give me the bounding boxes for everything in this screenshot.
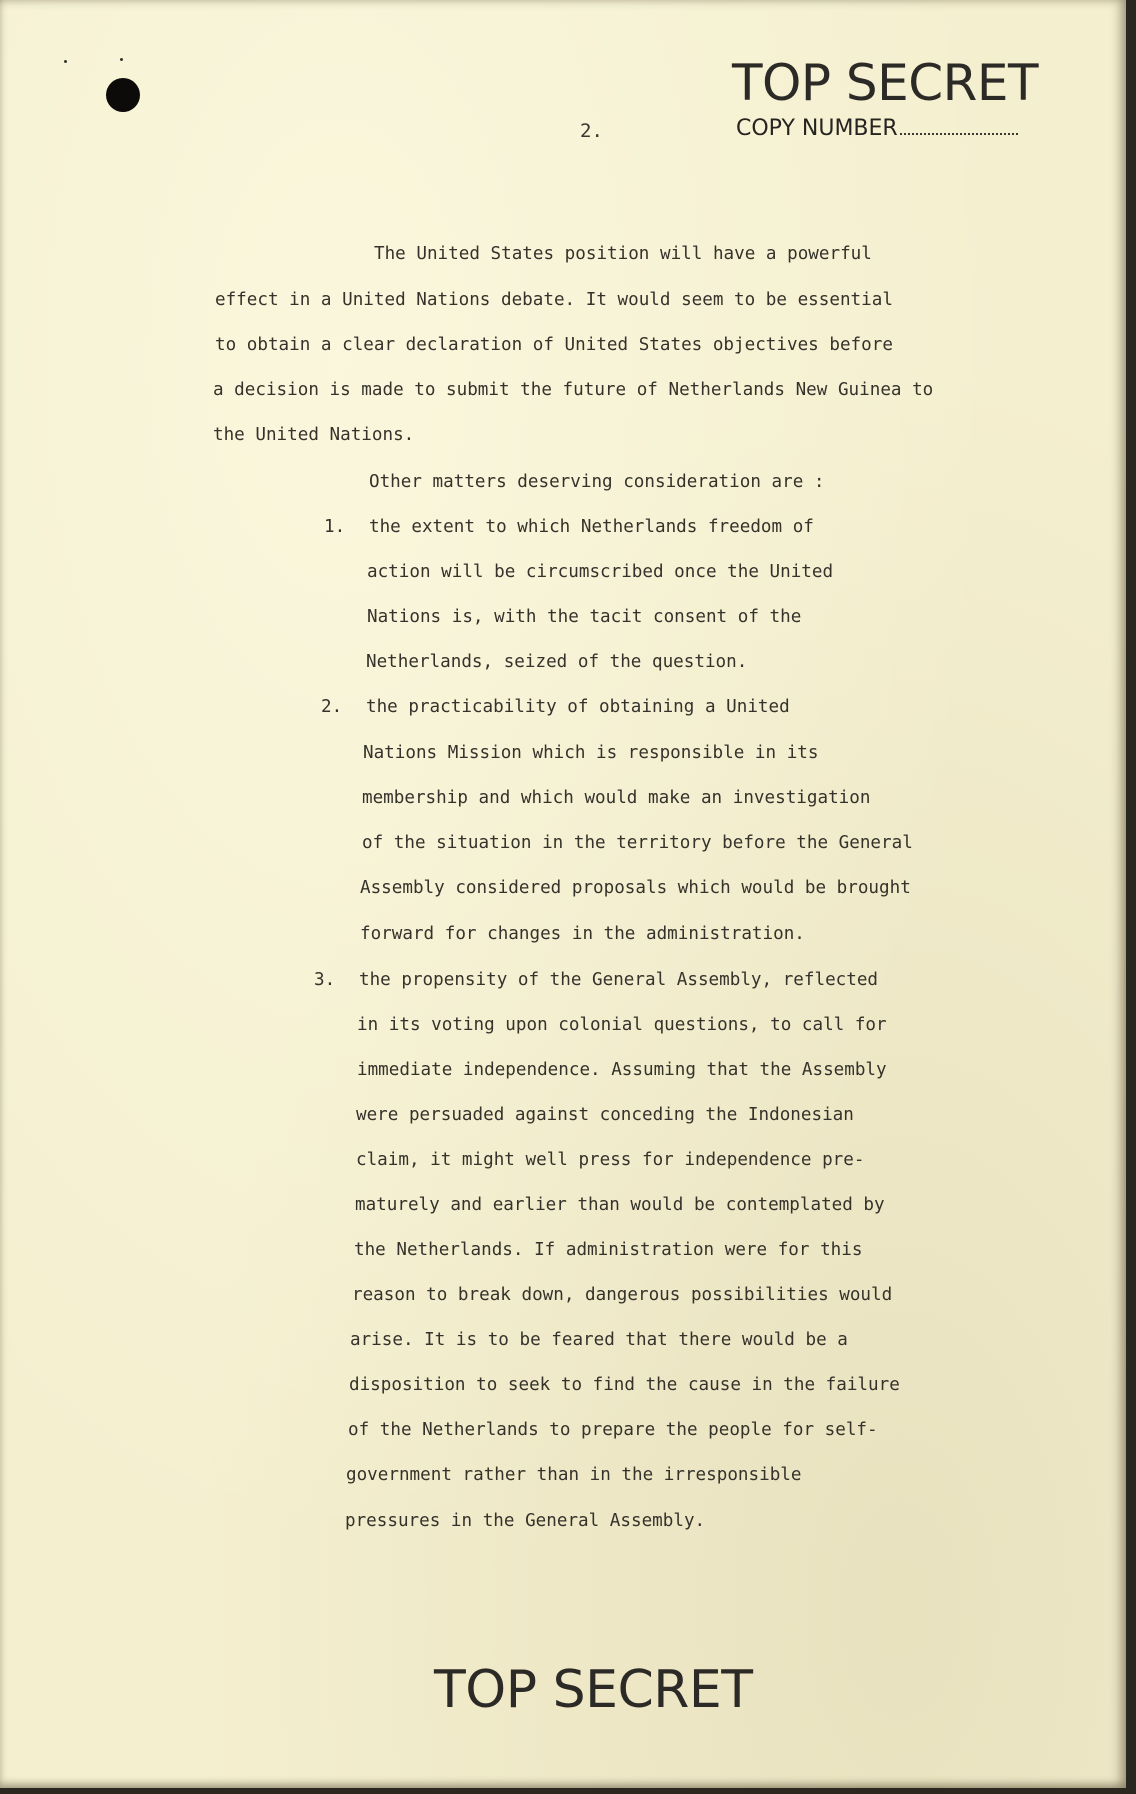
item-line: Nations is, with the tacit consent of the (367, 607, 802, 627)
item-number: 2. (321, 697, 343, 717)
classification-stamp-bottom: TOP SECRET (434, 1660, 753, 1720)
intro-line: to obtain a clear declaration of United States objectives before (215, 335, 893, 355)
copy-number-line (736, 116, 1018, 141)
item-line: action will be circumscribed once the United (367, 562, 834, 582)
item-line: membership and which would make an investigation (362, 788, 871, 808)
item-number: 3. (314, 970, 336, 990)
copy-number-label: COPY NUMBER (736, 116, 898, 141)
item-number: 1. (324, 517, 346, 537)
item-line: maturely and earlier than would be contemplated by (355, 1195, 885, 1215)
intro-line: The United States position will have a powerful (374, 244, 872, 264)
item-line: Nations Mission which is responsible in its (363, 743, 819, 763)
item-line: Assembly considered proposals which would be brought (360, 878, 911, 898)
paper-speck (64, 60, 67, 63)
intro-line: effect in a United Nations debate. It would seem to be essential (215, 290, 893, 310)
item-line: arise. It is to be feared that there would be a (350, 1330, 848, 1350)
item-line: government rather than in the irresponsible (346, 1465, 802, 1485)
classification-stamp-top: TOP SECRET (731, 54, 1038, 112)
item-line: of the situation in the territory before the General (362, 833, 913, 853)
item-line: forward for changes in the administration. (360, 924, 805, 944)
intro-line: a decision is made to submit the future of Netherlands New Guinea to (213, 380, 934, 400)
item-line: Netherlands, seized of the question. (366, 652, 748, 672)
item-line: were persuaded against conceding the Indonesian (356, 1105, 854, 1125)
lead-in-line: Other matters deserving consideration are : (369, 472, 825, 492)
intro-line: the United Nations. (213, 425, 415, 445)
item-line: in its voting upon colonial questions, to call for (357, 1015, 887, 1035)
item-line: of the Netherlands to prepare the people for self- (348, 1420, 878, 1440)
item-line: claim, it might well press for independence pre- (356, 1150, 865, 1170)
item-line: disposition to seek to find the cause in the failure (349, 1375, 900, 1395)
item-line: immediate independence. Assuming that the Assembly (357, 1060, 887, 1080)
page-number: 2. (580, 120, 603, 142)
item-line: reason to break down, dangerous possibilities would (352, 1285, 893, 1305)
item-line: the practicability of obtaining a United (366, 697, 790, 717)
punch-hole (106, 78, 140, 112)
item-line: pressures in the General Assembly. (345, 1511, 706, 1531)
item-line: the Netherlands. If administration were for this (354, 1240, 863, 1260)
copy-number-blank (900, 133, 1018, 135)
paper-speck (120, 58, 123, 61)
item-line: the extent to which Netherlands freedom of (369, 517, 814, 537)
item-line: the propensity of the General Assembly, reflected (359, 970, 879, 990)
